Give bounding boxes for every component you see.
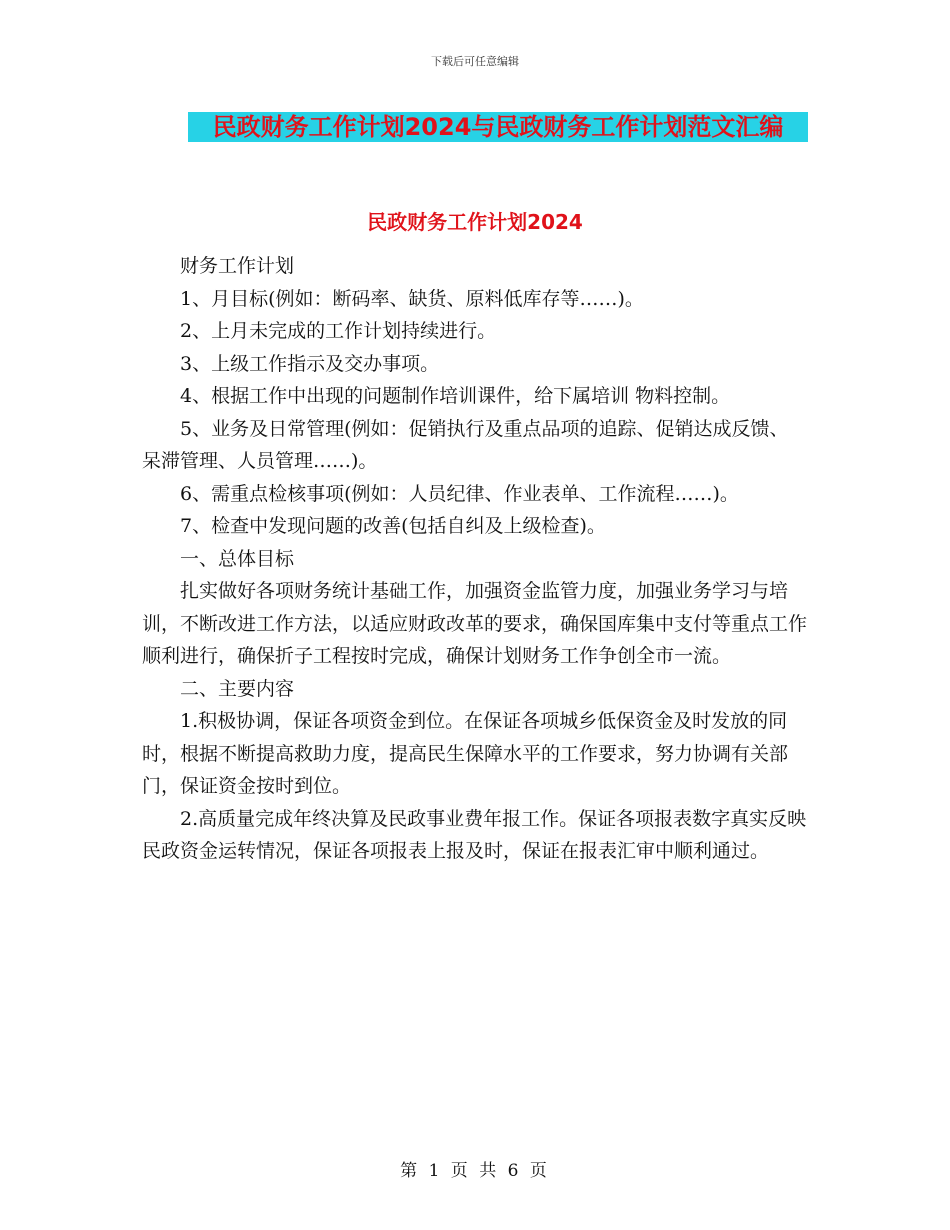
document-body	[142, 250, 807, 868]
document-title: 民政财务工作计划2024与民政财务工作计划范文汇编	[188, 112, 808, 142]
paragraph: 7、检查中发现问题的改善(包括自纠及上级检查)。	[180, 515, 606, 537]
paragraph: 扎实做好各项财务统计基础工作，加强资金监管力度，加强业务学习与培训，不断改进工作方法，以适应财政改革的要求，确保国库集中支付等重点工作顺利进行，确保折子工程按时完成，确保计划财务工作争创全市一流。	[142, 580, 808, 667]
paragraph: 2、上月未完成的工作计划持续进行。	[180, 320, 497, 342]
paragraph: 1.积极协调，保证各项资金到位。在保证各项城乡低保资金及时发放的同时，根据不断提高救助力度，提高民生保障水平的工作要求，努力协调有关部门，保证资金按时到位。	[142, 710, 789, 797]
paragraph: 5、业务及日常管理(例如：促销执行及重点品项的追踪、促销达成反馈、呆滞管理、人员管理……)。	[142, 417, 789, 472]
paragraph: 6、需重点检核事项(例如：人员纪律、作业表单、工作流程……)。	[180, 482, 739, 505]
paragraph: 2.高质量完成年终决算及民政事业费年报工作。保证各项报表数字真实反映民政资金运转情况，保证各项报表上报及时，保证在报表汇审中顺利通过。	[142, 807, 807, 862]
paragraph: 4、根据工作中出现的问题制作培训课件，给下属培训 物料控制。	[180, 385, 731, 407]
header-note: 下载后可任意编辑	[431, 55, 519, 68]
paragraph: 3、上级工作指示及交办事项。	[180, 352, 440, 375]
paragraph: 1、月目标(例如：断码率、缺货、原料低库存等……)。	[180, 287, 644, 310]
page-number: 第 1 页 共 6 页	[400, 1161, 550, 1181]
paragraph: 财务工作计划	[180, 255, 295, 277]
paragraph: 一、总体目标	[180, 547, 295, 570]
section-title: 民政财务工作计划2024	[367, 210, 583, 234]
paragraph: 二、主要内容	[180, 677, 295, 700]
